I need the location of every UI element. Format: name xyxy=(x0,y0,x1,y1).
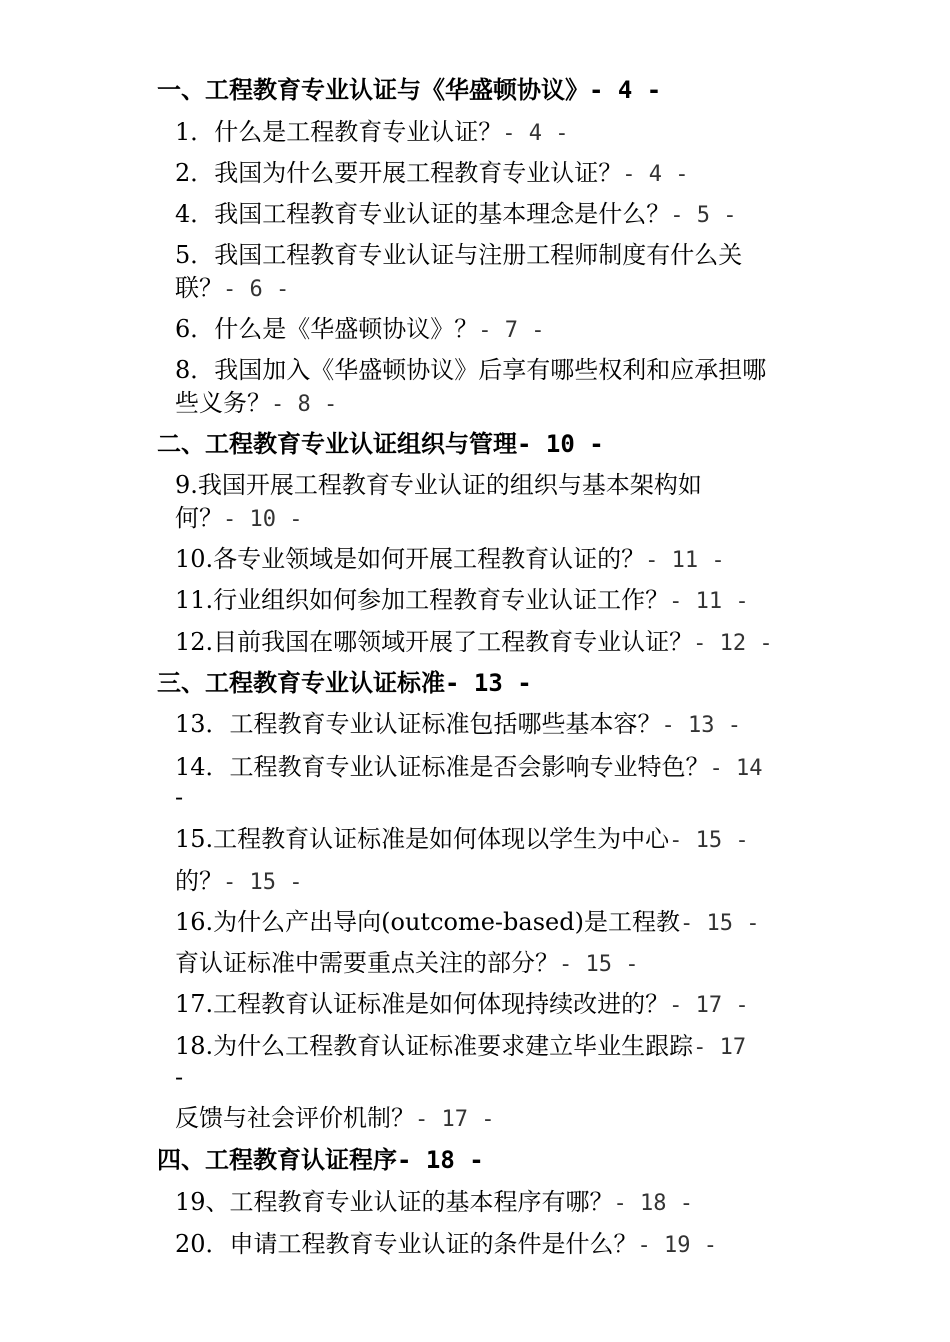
toc-entry-continuation: 的？- 15 - xyxy=(175,867,303,895)
toc-entry: 12.目前我国在哪领域开展了工程教育专业认证？- 12 - xyxy=(175,628,773,656)
toc-entry-continuation: - xyxy=(175,783,184,811)
toc-entry: 14．工程教育专业认证标准是否会影响专业特色？- 14 xyxy=(175,753,763,781)
toc-section: 二、工程教育专业认证组织与管理- 10 - xyxy=(157,429,604,458)
toc-entry: 5．我国工程教育专业认证与注册工程师制度有什么关 xyxy=(175,241,743,269)
toc-entry: 16.为什么产出导向(outcome-based)是工程教- 15 - xyxy=(175,908,760,936)
toc-entry: 17.工程教育认证标准是如何体现持续改进的？- 17 - xyxy=(175,990,749,1018)
toc-entry: 1．什么是工程教育专业认证？- 4 - xyxy=(175,118,569,146)
toc-section: 三、工程教育专业认证标准- 13 - xyxy=(157,668,532,697)
toc-entry: 13．工程教育专业认证标准包括哪些基本容？- 13 - xyxy=(175,710,742,738)
toc-entry-continuation: 些义务？- 8 - xyxy=(175,389,338,417)
toc-entry: 19、工程教育专业认证的基本程序有哪？- 18 - xyxy=(175,1188,694,1216)
toc-entry: 8．我国加入《华盛顿协议》后享有哪些权利和应承担哪 xyxy=(175,356,767,384)
toc-entry: 11.行业组织如何参加工程教育专业认证工作？- 11 - xyxy=(175,586,749,614)
toc-section: 一、工程教育专业认证与《华盛顿协议》- 4 - xyxy=(157,75,662,104)
toc-entry-continuation: - xyxy=(175,1063,184,1091)
toc-entry: 18.为什么工程教育认证标准要求建立毕业生跟踪- 17 xyxy=(175,1032,747,1060)
toc-section: 四、工程教育认证程序- 18 - xyxy=(157,1145,484,1174)
toc-entry: 9.我国开展工程教育专业认证的组织与基本架构如 xyxy=(175,471,702,499)
toc-entry: 4．我国工程教育专业认证的基本理念是什么？- 5 - xyxy=(175,200,737,228)
toc-entry: 6．什么是《华盛顿协议》？- 7 - xyxy=(175,315,545,343)
toc-entry: 15.工程教育认证标准是如何体现以学生为中心- 15 - xyxy=(175,825,749,853)
toc-entry: 2．我国为什么要开展工程教育专业认证？- 4 - xyxy=(175,159,689,187)
toc-entry-continuation: 何？- 10 - xyxy=(175,504,303,532)
toc-entry-continuation: 反馈与社会评价机制？- 17 - xyxy=(175,1104,495,1132)
toc-entry-continuation: 育认证标准中需要重点关注的部分？- 15 - xyxy=(175,949,639,977)
toc-entry-continuation: 联？- 6 - xyxy=(175,274,290,302)
toc-entry: 10.各专业领域是如何开展工程教育认证的？- 11 - xyxy=(175,545,725,573)
toc-entry: 20．申请工程教育专业认证的条件是什么？- 19 - xyxy=(175,1230,718,1258)
